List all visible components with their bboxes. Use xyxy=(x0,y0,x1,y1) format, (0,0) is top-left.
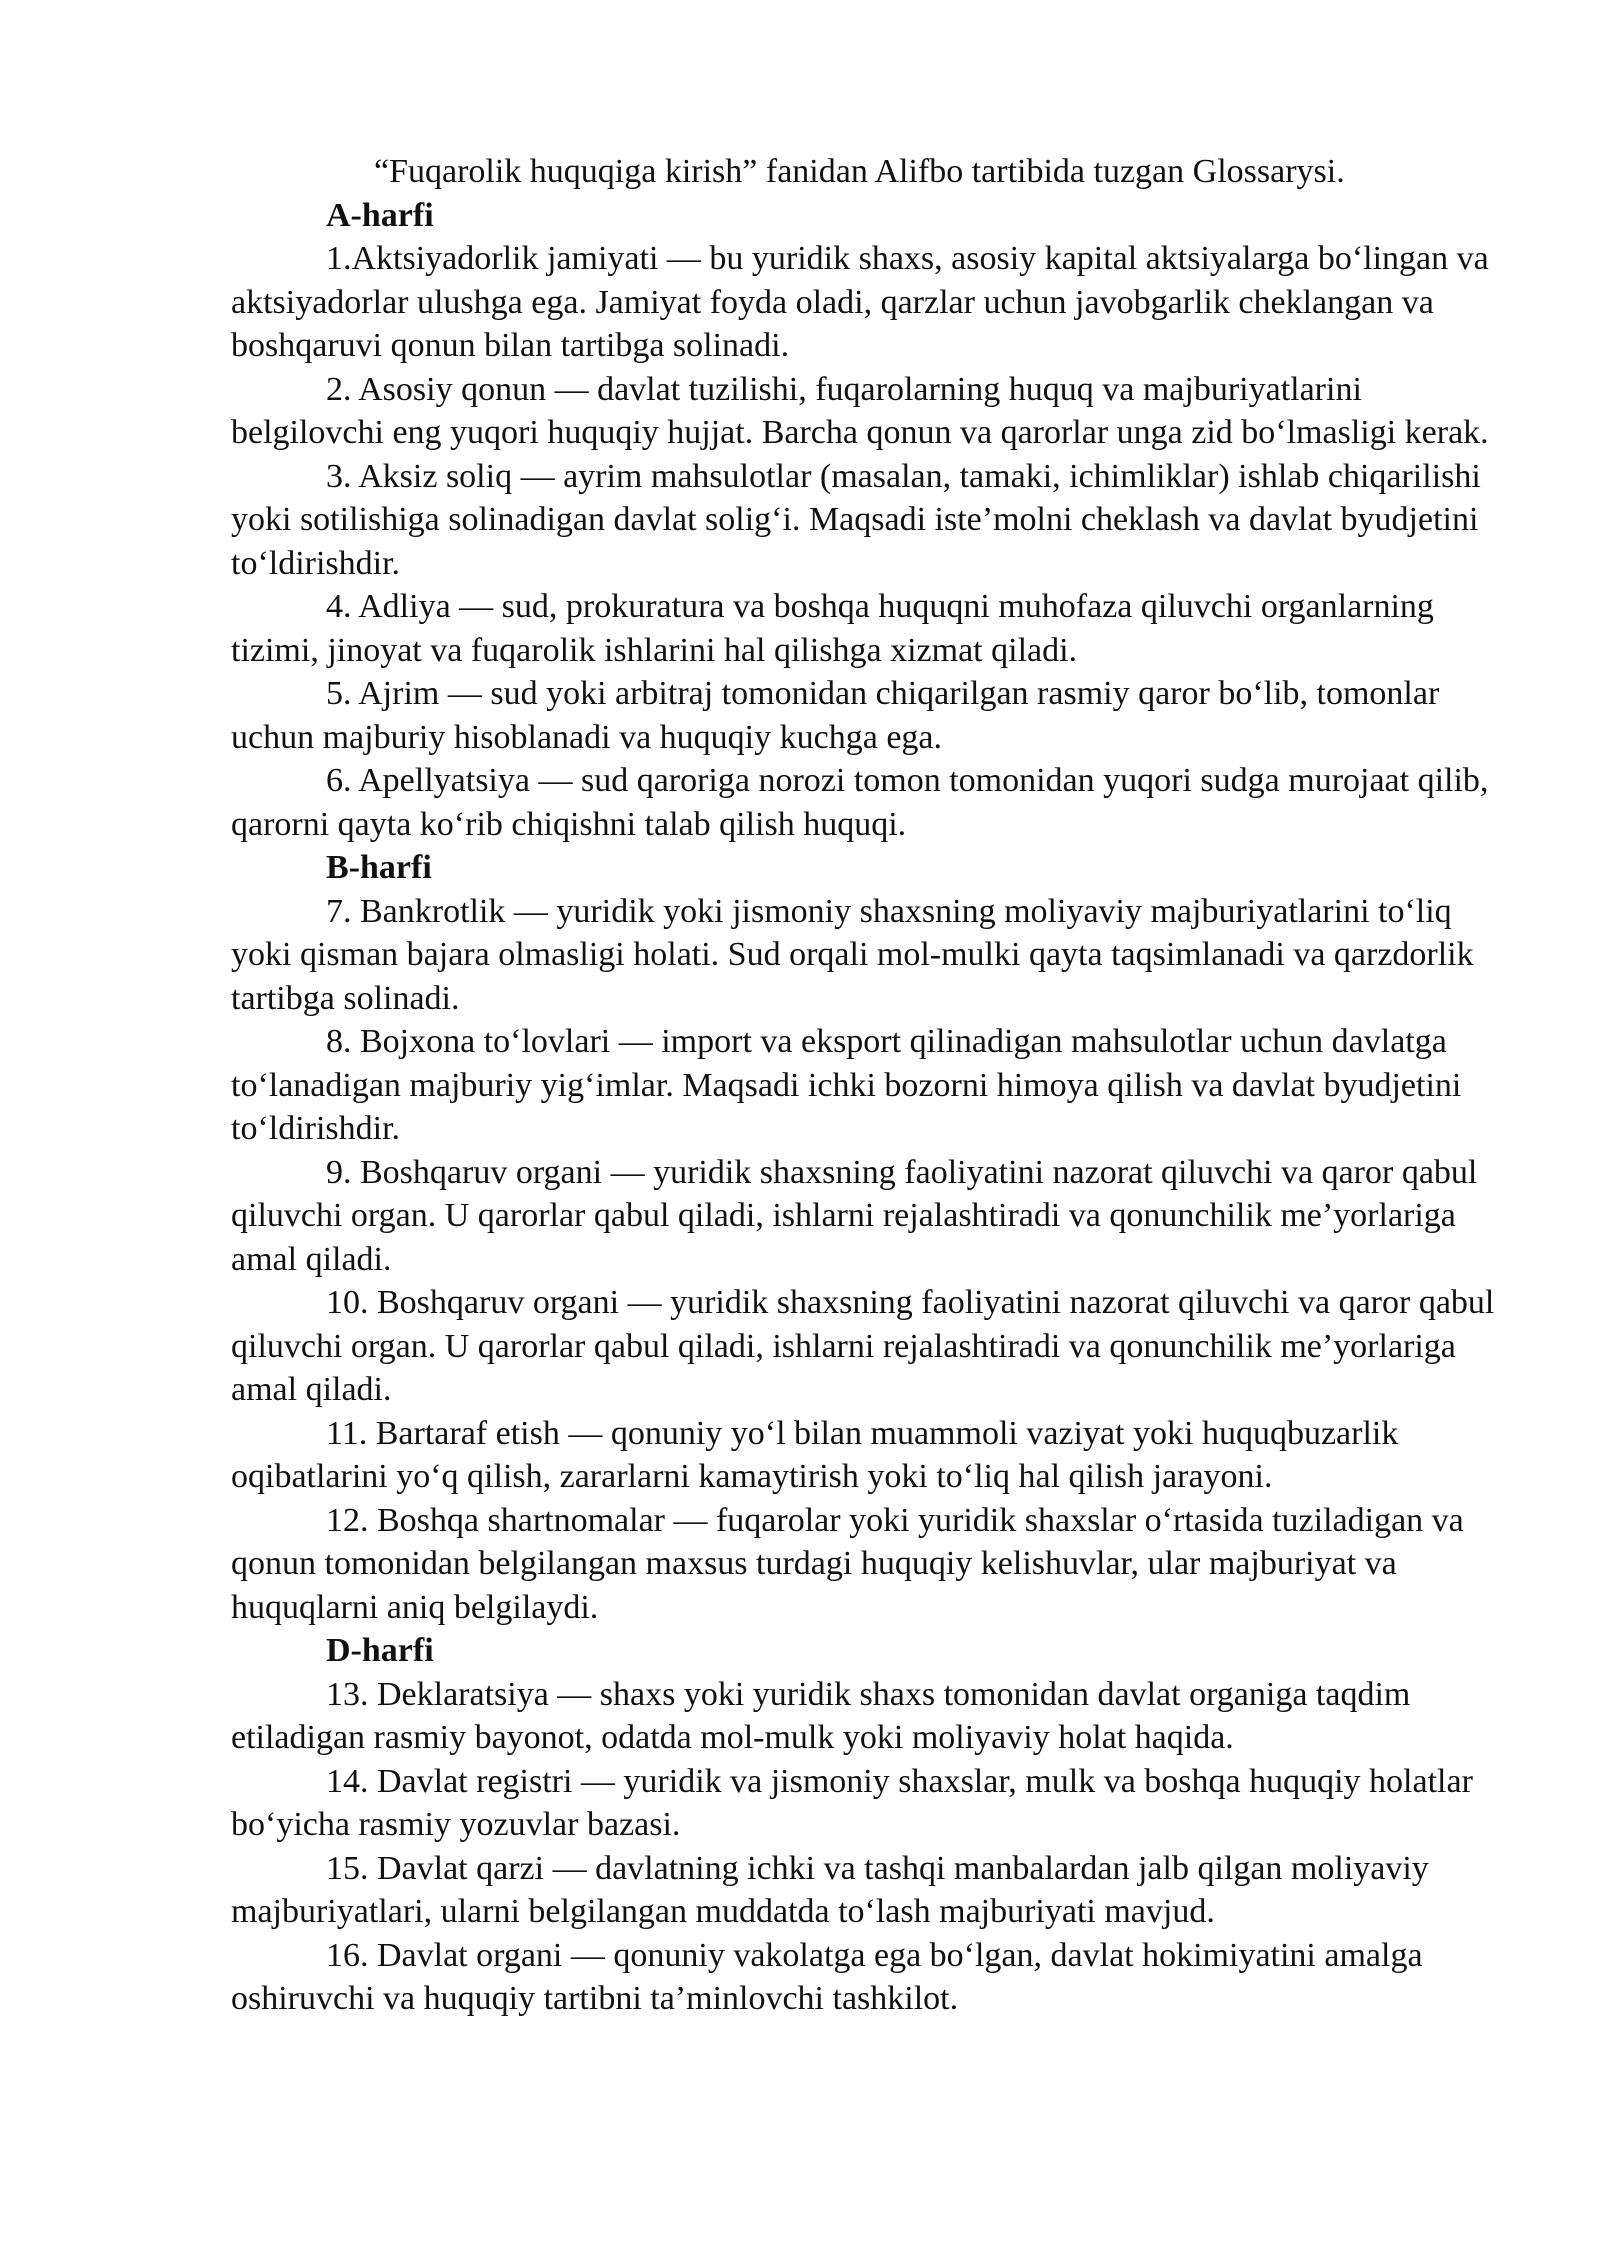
glossary-entry: 3. Aksiz soliq — ayrim mahsulotlar (masalan, tamaki, ichimliklar) ishlab chiqarilishi yoki sotilishiga solinadigan davlat solig‘i. Maqsadi iste’molni cheklash va davlat byudjetini to‘ldirishdir. xyxy=(231,457,1481,582)
glossary-entry: 14. Davlat registri — yuridik va jismoniy shaxslar, mulk va boshqa huquqiy holatlar bo‘yicha rasmiy yozuvlar bazasi. xyxy=(231,1762,1473,1843)
document-title: “Fuqarolik huquqiga kirish” fanidan Alifbo tartibida tuzgan Glossarysi. xyxy=(374,153,1345,190)
glossary-entry: 6. Apellyatsiya — sud qaroriga norozi tomon tomonidan yuqori sudga murojaat qilib, qarorni qayta ko‘rib chiqishni talab qilish huquqi. xyxy=(231,762,1489,843)
glossary-entry: 4. Adliya — sud, prokuratura va boshqa huquqni muhofaza qiluvchi organlarning tizimi, jinoyat va fuqarolik ishlarini hal qilishga xizmat qiladi. xyxy=(231,588,1434,669)
glossary-entry: 11. Bartaraf etish — qonuniy yo‘l bilan muammoli vaziyat yoki huquqbuzarlik oqibatlarini yo‘q qilish, zararlarni kamaytirish yoki to‘liq hal qilish jarayoni. xyxy=(231,1414,1399,1495)
document-page xyxy=(231,150,1501,2021)
glossary-entry: 1.Aktsiyadorlik jamiyati — bu yuridik shaxs, asosiy kapital aktsiyalarga bo‘lingan va aktsiyadorlar ulushga ega. Jamiyat foyda oladi, qarzlar uchun javobgarlik cheklangan va boshqaruvi qonun bilan tartibga solinadi. xyxy=(231,240,1489,364)
section-heading-a: A-harfi xyxy=(326,196,434,234)
glossary-entry: 5. Ajrim — sud yoki arbitraj tomonidan chiqarilgan rasmiy qaror bo‘lib, tomonlar uchun majburiy hisoblanadi va huquqiy kuchga ega. xyxy=(231,675,1440,756)
glossary-entry: 2. Asosiy qonun — davlat tuzilishi, fuqarolarning huquq va majburiyatlarini belgilovchi eng yuqori huquqiy hujjat. Barcha qonun va qarorlar unga zid bo‘lmasligi kerak. xyxy=(231,370,1489,451)
glossary-entry: 13. Deklaratsiya — shaxs yoki yuridik shaxs tomonidan davlat organiga taqdim etiladigan rasmiy bayonot, odatda mol-mulk yoki moliyaviy holat haqida. xyxy=(231,1675,1411,1756)
glossary-entry: 12. Boshqa shartnomalar — fuqarolar yoki yuridik shaxslar o‘rtasida tuziladigan va qonun tomonidan belgilangan maxsus turdagi huquqiy kelishuvlar, ular majburiyat va huquqlarni aniq belgilaydi. xyxy=(231,1501,1464,1626)
section-heading-b: B-harfi xyxy=(326,849,432,886)
glossary-entry: 9. Boshqaruv organi — yuridik shaxsning faoliyatini nazorat qiluvchi va qaror qabul qiluvchi organ. U qarorlar qabul qiladi, ishlarni rejalashtiradi va qonunchilik me’yorlariga amal qiladi. xyxy=(231,1153,1478,1278)
glossary-entry: 8. Bojxona to‘lovlari — import va eksport qilinadigan mahsulotlar uchun davlatga to‘lanadigan majburiy yig‘imlar. Maqsadi ichki bozorni himoya qilish va davlat byudjetini to‘ldirishdir. xyxy=(231,1023,1462,1147)
section-heading-d: D-harfi xyxy=(326,1632,434,1669)
glossary-entry: 10. Boshqaruv organi — yuridik shaxsning faoliyatini nazorat qiluvchi va qaror qabul qiluvchi organ. U qarorlar qabul qiladi, ishlarni rejalashtiradi va qonunchilik me’yorlariga amal qiladi. xyxy=(231,1284,1495,1408)
glossary-entry: 16. Davlat organi — qonuniy vakolatga ega bo‘lgan, davlat hokimiyatini amalga oshiruvchi va huquqiy tartibni ta’minlovchi tashkilot. xyxy=(231,1936,1423,2017)
glossary-entry: 15. Davlat qarzi — davlatning ichki va tashqi manbalardan jalb qilgan moliyaviy majburiyatlari, ularni belgilangan muddatda to‘lash majburiyati mavjud. xyxy=(231,1849,1429,1930)
glossary-entry: 7. Bankrotlik — yuridik yoki jismoniy shaxsning moliyaviy majburiyatlarini to‘liq yoki qisman bajara olmasligi holati. Sud orqali mol-mulki qayta taqsimlanadi va qarzdorlik tartibga solinadi. xyxy=(231,892,1474,1017)
